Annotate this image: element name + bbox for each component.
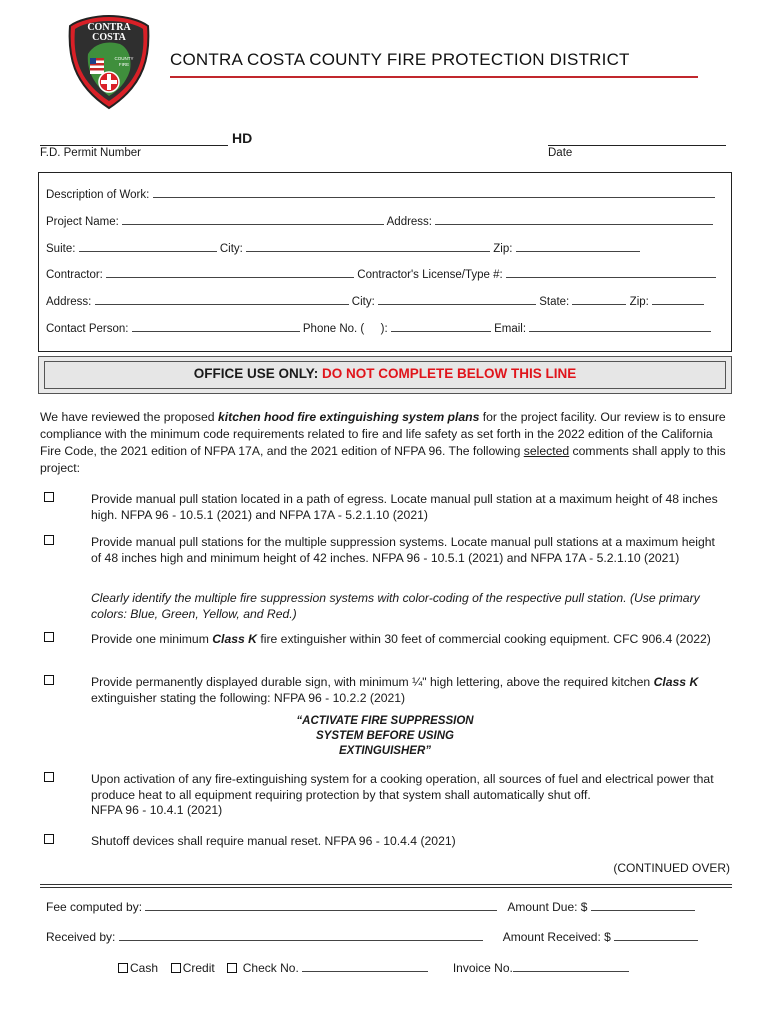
item4-class-k: Class K [653, 675, 699, 689]
item3-class-k: Class K [212, 632, 257, 646]
item3-text-c: fire extinguisher within 30 feet of commercial cooking equipment. CFC 906.4 (2022) [256, 632, 711, 646]
suite-field[interactable] [79, 241, 217, 252]
contractor-field[interactable] [106, 267, 354, 278]
item5-checkbox[interactable] [44, 772, 54, 782]
row-address2 [46, 294, 704, 308]
cash-label: Cash [130, 961, 159, 975]
address2-field[interactable] [95, 294, 349, 305]
phone-label: Phone No. ( [302, 323, 365, 335]
continued-over-note: (CONTINUED OVER) [613, 861, 730, 875]
email-label: Email: [494, 323, 527, 335]
phone-area-code-field[interactable] [367, 322, 377, 332]
date-field[interactable] [548, 145, 726, 146]
license-field[interactable] [506, 267, 716, 278]
cash-checkbox[interactable] [118, 963, 128, 973]
received-row [46, 930, 698, 944]
zip-field[interactable] [516, 241, 640, 252]
phone-field[interactable] [391, 321, 491, 332]
state-field[interactable] [572, 294, 626, 305]
city2-field[interactable] [378, 294, 536, 305]
license-label: Contractor's License/Type #: [357, 269, 503, 281]
row-contractor [46, 267, 716, 281]
project-name-field[interactable] [122, 214, 384, 225]
intro-text-2: for the project facility. Our review is to ensure compliance with the minimum code requirements related to fire and life safety as set forth in the 2022 edition of the California Fire Code, the 2021 edition of NFPA 17A, and the 2021 edition of NFPA 96. The following [40, 410, 726, 458]
office-use-prefix: OFFICE USE ONLY: [193, 366, 319, 381]
credit-checkbox[interactable] [171, 963, 181, 973]
required-sign-text [250, 714, 520, 759]
sign-line-3: EXTINGUISHER” [338, 745, 431, 757]
address2-label: Address: [46, 296, 92, 308]
permit-suffix: HD [232, 130, 253, 146]
invoice-no-label: Invoice No. [452, 961, 513, 975]
sign-line-2: SYSTEM BEFORE USING [315, 730, 455, 742]
item4-text [91, 675, 725, 706]
item3-text-a: Provide one minimum [91, 632, 213, 646]
item2-note: Clearly identify the multiple fire suppression systems with color-coding of the respective pull station. (Use primary colors: Blue, Green, Yellow, and Red.) [91, 591, 700, 621]
row-project [46, 214, 713, 228]
state-label: State: [539, 296, 570, 308]
city2-label: City: [351, 296, 375, 308]
logo-text-costa: COSTA [92, 32, 126, 43]
page-title: CONTRA COSTA COUNTY FIRE PROTECTION DISTRICT [170, 50, 630, 69]
phone-close: ): [380, 323, 388, 335]
intro-emphasis: kitchen hood fire extinguishing system plans [217, 410, 480, 424]
received-by-field[interactable] [119, 930, 483, 941]
item5-line-1: Upon activation of any fire-extinguishing system for a cooking operation, all sources of fuel and electrical power that produce heat to all equipment requiring protection by that system shall automatically shut off. [91, 772, 714, 802]
project-name-label: Project Name: [46, 216, 119, 228]
amount-received-field[interactable] [614, 930, 698, 941]
email-field[interactable] [529, 321, 711, 332]
item3-text [91, 632, 725, 648]
description-label: Description of Work: [46, 189, 150, 201]
item3-checkbox[interactable] [44, 632, 54, 642]
item5-line-2: NFPA 96 - 10.4.1 (2021) [91, 803, 223, 817]
contractor-label: Contractor: [46, 269, 103, 281]
permit-number-label: F.D. Permit Number [40, 147, 141, 159]
review-intro-paragraph [40, 409, 728, 477]
row-contact [46, 321, 711, 335]
logo-text-contra: CONTRA [87, 22, 131, 33]
item4-text-a: Provide permanently displayed durable sign, with minimum ¼" high lettering, above the required kitchen [91, 675, 654, 689]
description-field[interactable] [153, 187, 715, 198]
item6-checkbox[interactable] [44, 834, 54, 844]
item1-checkbox[interactable] [44, 492, 54, 502]
logo-text-county: COUNTY [114, 56, 134, 61]
sign-line-1: “ACTIVATE FIRE SUPPRESSION [296, 715, 474, 727]
office-use-heading [44, 366, 726, 381]
zip2-field[interactable] [652, 294, 704, 305]
contact-person-field[interactable] [132, 321, 300, 332]
fee-computed-field[interactable] [145, 900, 497, 911]
intro-text-3: comments shall apply to this project: [40, 444, 726, 475]
fee-row [46, 900, 695, 914]
date-label: Date [548, 147, 573, 159]
amount-due-field[interactable] [591, 900, 695, 911]
check-checkbox[interactable] [227, 963, 237, 973]
invoice-no-field[interactable] [513, 961, 629, 972]
footer-divider [40, 884, 732, 888]
title-underline [170, 76, 698, 78]
contact-person-label: Contact Person: [46, 323, 129, 335]
zip-label: Zip: [493, 243, 513, 255]
received-by-label: Received by: [46, 930, 116, 944]
suite-label: Suite: [46, 243, 76, 255]
city-field[interactable] [246, 241, 490, 252]
item4-text-c: extinguisher stating the following: NFPA 96 - 10.2.2 (2021) [91, 690, 406, 705]
intro-underlined: selected [523, 444, 570, 458]
zip2-label: Zip: [629, 296, 649, 308]
row-description [46, 187, 715, 201]
permit-number-field[interactable] [40, 145, 228, 146]
check-no-field[interactable] [302, 961, 428, 972]
amount-received-label: Amount Received: $ [502, 930, 611, 944]
intro-text-1: We have reviewed the proposed [40, 410, 218, 424]
address-field[interactable] [435, 214, 713, 225]
fire-district-seal-logo [66, 14, 152, 110]
office-use-warning: DO NOT COMPLETE BELOW THIS LINE [322, 366, 577, 381]
item4-checkbox[interactable] [44, 675, 54, 685]
item1-text: Provide manual pull station located in a path of egress. Locate manual pull station at a maximum height of 48 inches high. NFPA 96 - 10.5.1 (2021) and NFPA 17A - 5.2.1.10 (2021) [91, 492, 718, 522]
row-suite [46, 241, 640, 255]
city-label: City: [219, 243, 243, 255]
amount-due-label: Amount Due: $ [507, 900, 588, 914]
address-label: Address: [386, 216, 433, 228]
item6-text: Shutoff devices shall require manual reset. NFPA 96 - 10.4.4 (2021) [91, 834, 456, 848]
item2-checkbox[interactable] [44, 535, 54, 545]
logo-text-fire: FIRE [118, 62, 130, 67]
item5-text [91, 772, 725, 819]
check-no-label: Check No. [242, 961, 299, 975]
payment-row [118, 961, 629, 975]
item2-text: Provide manual pull stations for the multiple suppression systems. Locate manual pull stations at a maximum height of 48 inches high and minimum height of 42 inches. NFPA 96 - 10.5.1 (2021) and NFPA 17A - 5.2.1.10 (2021) [91, 535, 715, 565]
fee-computed-label: Fee computed by: [46, 900, 143, 914]
credit-label: Credit [182, 961, 215, 975]
